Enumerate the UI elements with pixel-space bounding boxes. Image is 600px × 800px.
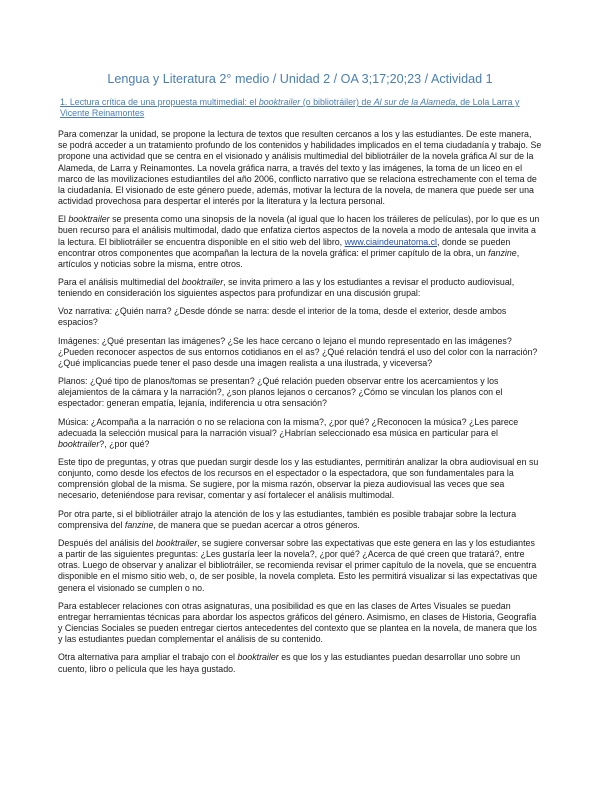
text: Por otra parte, si el bibliotráiler atrajo la atención de los y las estudiantes, también es posible trabajar sobre la lectura comprensiva del xyxy=(58,508,517,530)
term-booktrailer: booktrailer xyxy=(155,537,198,548)
paragraph-musica xyxy=(58,417,542,450)
term-booktrailer: booktrailer xyxy=(181,276,224,287)
paragraph-fanzine xyxy=(58,509,542,531)
paragraph-preguntas: Este tipo de preguntas, y otras que puedan surgir desde los y las estudiantes, permitirán analizar la obra audiovisual en su conjunto, como desde los efectos de los recursos en el espectador o la espectadora, que son fundamentales para la comprensión global de la misma. Se sugiere, por la misma razón, observar la pieza audiovisual las veces que sea necesario, deteniéndose para revisar, comentar y así fortalecer el análisis multimodal. xyxy=(58,457,539,501)
term-fanzine: fanzine xyxy=(124,519,154,530)
term-booktrailer: booktrailer xyxy=(68,214,110,225)
text: Para el análisis multimedial del xyxy=(58,276,182,287)
text: , se sugiere conversar sobre las expectativas que este genera en las y los estudiantes a partir de las siguientes preguntas: ¿Les gustaría leer la novela?, ¿por qué? ¿Acerca de qué creen que tratará?, entre otras. Luego de observar y analizar el bibliotráiler, se recomienda revisar el primer capítulo de la novela, que se encuentra disponible en el mismo sitio web, o, de ser posible, la novela completa. Esto les permitirá visualizar si las expectativas que genera el visionado se cumplen o no. xyxy=(58,537,538,593)
heading-text: 1. Lectura crítica de una propuesta multimedial: el xyxy=(60,97,259,108)
website-link[interactable]: www.ciaindeunatoma.cl xyxy=(344,236,438,247)
text: se presenta como una sinopsis de la novela (al igual que lo hacen los tráileres de películas), por lo que es un buen recurso para el análisis multimodal, dado que enfatiza ciertos aspectos de la novela a modo de antesala que invita a la lectura. El bibliotráiler se encuentra disponible en el sitio web del libro, xyxy=(58,214,540,247)
paragraph-intro: Para comenzar la unidad, se propone la lectura de textos que resulten cercanos a los y las estudiantes. De este manera, se podrá acceder a un tratamiento profundo de los contenidos y habilidades implicados en el tema ciudadanía y trabajo. Se propone una actividad que se centra en el visionado y análisis multimedial del bibliotráiler de la novela gráfica Al sur de la Alameda, de Larra y Reinamontes. La novela gráfica narra, a través del texto y las imágenes, la toma de un liceo en el marco de las movilizaciones estudiantiles del año 2006, conflicto narrativo que se relaciona estrechamente con el tema de la ciudadanía. El visionado de este género puede, además, motivar la lectura de la novela, de manera que puede ser una actividad provechosa para despertar el interés por la literatura y la lectura personal. xyxy=(58,129,542,207)
text: , donde se pueden encontrar otros componentes que acompañan la lectura de la novela gráfica: el primer capítulo de la obra, un xyxy=(58,236,511,258)
heading-text: (o bibliotráiler) de xyxy=(300,97,374,108)
text: , de manera que se puedan acercar a otros géneros. xyxy=(153,519,360,530)
text: El xyxy=(58,214,69,225)
paragraph-imagenes: Imágenes: ¿Qué presentan las imágenes? ¿Se les hace cercano o lejano el mundo representado en las imágenes? ¿Pueden reconocer aspectos de sus entornos cotidianos en el as? ¿Qué relación tendrá el uso del color con la narración? ¿Qué implicancias puede tener el paso desde una imagen realista a una ilustrada, y viceversa? xyxy=(58,335,538,368)
paragraph-booktrailer xyxy=(58,214,542,270)
term-booktrailer: booktrailer xyxy=(58,438,100,449)
paragraph-voz-narrativa: Voz narrativa: ¿Quién narra? ¿Desde dónde se narra: desde el interior de la toma, desde el exterior, desde ambos espacios? xyxy=(58,306,507,328)
text: Música: ¿Acompaña a la narración o no se relaciona con la misma?, ¿por qué? ¿Reconocen la música? ¿Les parece adecuada la selección musical para la narración visual? ¿Habrían seleccionado esa música en particular para el xyxy=(58,416,519,438)
section-heading xyxy=(58,97,542,119)
text: Después del análisis del xyxy=(58,537,156,548)
text: es que los y las estudiantes puedan desarrollar uno sobre un cuento, libro o película que les haya gustado. xyxy=(58,652,521,674)
paragraph-planos: Planos: ¿Qué tipo de planos/tomas se presentan? ¿Qué relación pueden observar entre los acercamientos y los alejamientos de la cámara y la narración?, ¿son planos lejanos o cercanos? ¿Cómo se vinculan los planos con el espectador: generan empatía, lejanía, indiferencia u otra sensación? xyxy=(58,376,503,409)
paragraph-analysis xyxy=(58,277,542,299)
heading-text: , de Lola Larra y Vicente Reinamontes xyxy=(60,97,520,119)
text: ?, ¿por qué? xyxy=(99,438,150,449)
term-fanzine: fanzine xyxy=(488,247,517,258)
page-title: Lengua y Literatura 2° medio / Unidad 2 / OA 3;17;20;23 / Actividad 1 xyxy=(107,72,493,86)
paragraph-alternativa xyxy=(58,652,542,674)
paragraph-asignaturas: Para establecer relaciones con otras asignaturas, una posibilidad es que en las clases de Artes Visuales se puedan entregar herramientas técnicas para abordar los aspectos gráficos del género. Asimismo, en clases de Historia, Geografía y Ciencias Sociales se pueden entregar ciertos antecedentes del contexto que se plantea en la novela, de manera que los y las estudiantes puedan complementar el análisis de su contenido. xyxy=(58,600,537,645)
paragraph-expectativas xyxy=(58,538,542,594)
text: , artículos y noticias sobre la misma, entre otros. xyxy=(58,247,520,269)
term-booktrailer: booktrailer xyxy=(237,652,279,663)
heading-book-title: Al sur de la Alameda xyxy=(373,97,456,108)
text: , se invita primero a las y los estudiantes a revisar el producto audiovisual, teniendo en consideración los siguientes aspectos para profundizar en una discusión grupal: xyxy=(58,276,515,299)
heading-term-booktrailer: booktrailer xyxy=(258,97,301,108)
text: Otra alternativa para ampliar el trabajo con el xyxy=(58,652,238,663)
